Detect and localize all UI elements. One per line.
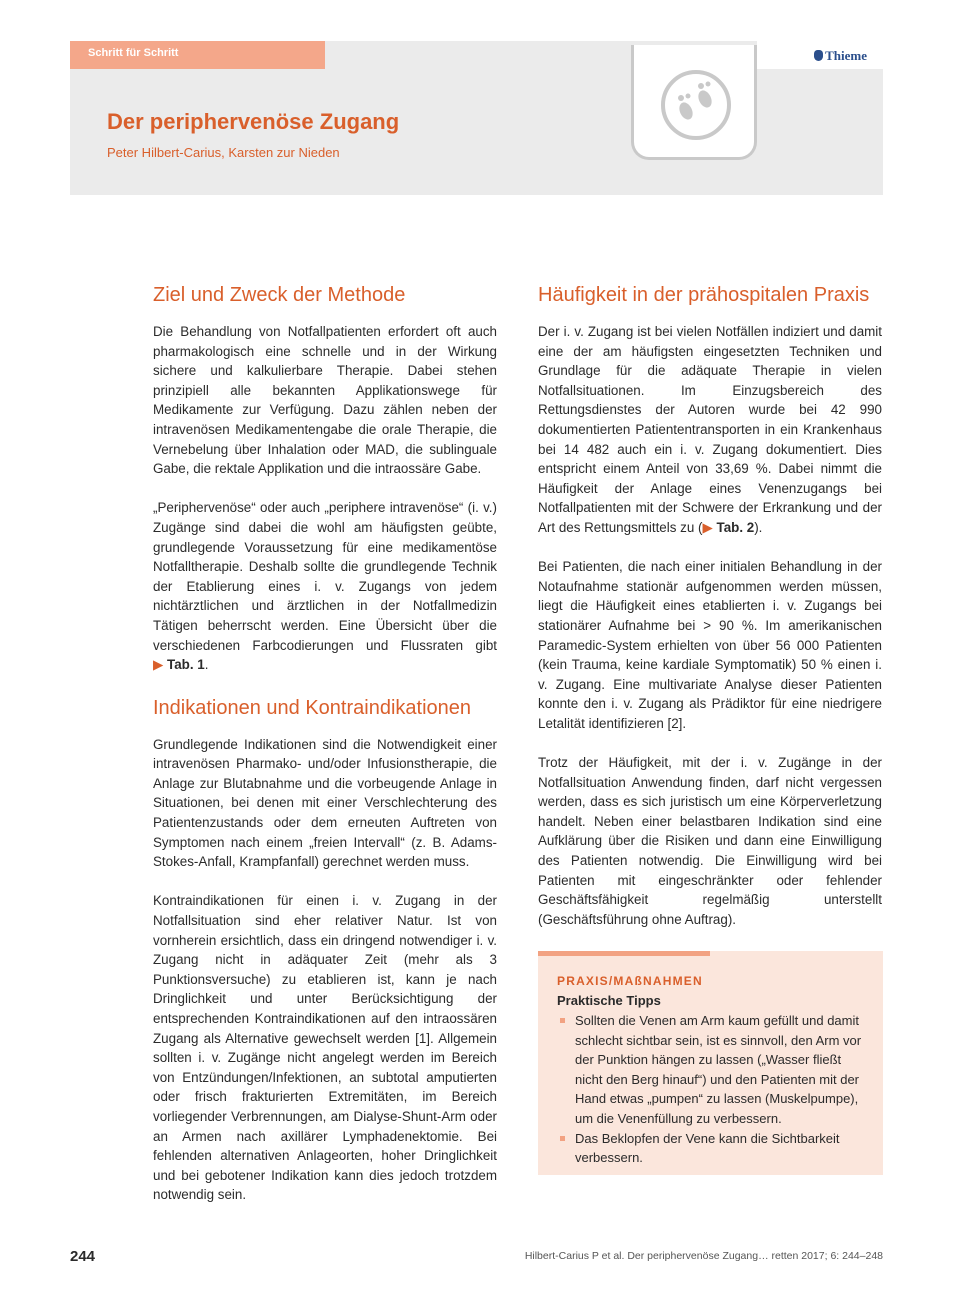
practice-box-bar [538,951,710,956]
article-authors: Peter Hilbert-Carius, Karsten zur Nieden [107,145,340,160]
right-column [538,282,882,949]
section-tab [70,41,325,69]
section-heading-frequency: Häufigkeit in der prähospitalen Praxis [538,284,870,306]
footprints-icon [660,69,732,141]
paragraph-legal: Trotz der Häufigkeit, mit der i. v. Zugänge in der Notfallsituation Anwendung finden, darf nicht vergessen werden, dass es sich juristisch um eine Körperverletzung handelt. Neben einer belastbaren Indikation sind eine Aufklärung über die Risiken und dann eine Einwilligung des Patienten notwendig. Die Einwilligung wird bei Patienten mit eingeschränkter oder fehlender Geschäftsfähigkeit regelmäßig unterstellt (Geschäftsführung ohne Auftrag). [538,755,882,927]
list-item-text: Sollten die Venen am Arm kaum gefüllt und damit schlecht sichtbar sein, ist es sinnvoll, den Arm vor der Punktion hängen zu lassen („Wasser fließt nicht den Berg hinauf“) und den Patienten mit der Hand etwas „pumpen“ zu lassen (Muskelpumpe), um die Venenfüllung zu verbessern. [575,1013,862,1126]
rubric-logo-box [631,45,757,160]
arrow-right-icon: ▶ [702,519,713,535]
practice-box-kicker: PRAXIS/MAßNAHMEN [557,974,703,988]
paragraph-indications: Grundlegende Indikationen sind die Notwendigkeit einer intravenösen Pharmako- und/oder Infusionstherapie, die Anlage zur Blutabnahme und die vorbeugende Anlage in Situationen, bei denen mit einer Verschlechterung des Patientenzustands oder dem erneuten Auftreten von Symptomen nach einem „freien Intervall“ (z. B. Adams-Stokes-Anfall, Krampfanfall) gerechnet werden muss. [153,736,497,870]
list-item [557,1011,869,1129]
arrow-right-icon: ▶ [153,657,164,673]
list-item-text: Das Beklopfen der Vene kann die Sichtbarkeit verbessern. [575,1130,840,1166]
list-item [557,1129,869,1168]
table-ref-link[interactable]: Tab. 2 [716,519,755,535]
paragraph-frequency-text: Der i. v. Zugang ist bei vielen Notfällen indiziert und damit eine der am häufigsten eingesetzten Techniken und Grundlage für die adäquate Therapie in vielen Notfallsituationen. Im Einzugsbereich des Rettungsdienstes der Autoren wurde bei 42 990 dokumentierten Patiententransporten in ein Krankenhaus bei 14 482 auch ein i. v. Zugang dokumentiert. Dies entspricht einem Anteil von 33,69 %. Dabei nimmt die Häufigkeit der Anlage eines Venenzugangs bei Notfallpatienten mit der Schwere der Erkrankung und der Art des Rettungsmittels zu ( [538,324,882,535]
paragraph-frequency-end: ). [754,519,763,535]
section-heading-goal: Ziel und Zweck der Methode [153,284,406,306]
publisher-logo [814,48,867,64]
table-ref-link[interactable]: Tab. 1 [167,657,205,673]
footer-citation: Hilbert-Carius P et al. Der periphervenöse Zugang… retten 2017; 6: 244–248 [524,1250,883,1262]
section-heading-indications: Indikationen und Kontraindikationen [153,696,472,719]
paragraph-frequency [538,322,882,538]
square-bullet-icon [560,1136,565,1141]
publisher-name: Thieme [825,48,867,63]
paragraph-goal: Die Behandlung von Notfallpatienten erfordert oft auch pharmakologisch eine schnelle und in der Wirkung sichere und kalkulierbare Therapie. Dabei stehen prinzipiell alle bekannten Applikationswege für Medikamente zur Verfügung. Dazu zählen neben der intravenösen Medikamentengabe die orale Therapie, die Vernebelung über Inhalation oder MAD, die sublinguale Gabe, die rektale Applikation und die intraossäre Gabe. [153,324,497,477]
section-label: Schritt für Schritt [88,47,179,59]
thieme-logo-icon [814,50,823,61]
paragraph-contraindications: Kontraindikationen für einen i. v. Zugang in der Notfallsituation sind eher relativer Natur. Ist von vornherein ersichtlich, dass ein dringend notwendiger i. v. Zugang nicht in adäquater Zeit (mehr als 3 Punktionsversuche) zu etablieren ist, kann je nach Dringlichkeit und unter Berücksichtigung der entsprechenden Kontraindikationen auf den intraossären Zugang als Alternative gewechselt werden [1]. Allgemein sollten i. v. Zugänge nicht angelegt werden im Bereich von Entzündungen/Infektionen, an subtotal amputierten oder frisch frakturierten Extremitäten, im Bereich vorliegender Verbrennungen, am Dialyse-Shunt-Arm oder an Armen nach axillärer Lymphadenektomie. Bei fehlenden alternativen Anlageorten, hoher Dringlichkeit und bei gebotener Indikation kann dies jedoch trotzdem notwendig sein. [153,893,497,1203]
article-title: Der periphervenöse Zugang [107,109,400,134]
practice-box-heading: Praktische Tipps [557,993,661,1008]
paragraph-hospital: Bei Patienten, die nach einer initialen Behandlung in der Notaufnahme stationär aufgenommen werden müssen, liegt die Häufigkeit eines etablierten i. v. Zugangs bei stationärer Aufnahme bei > 90 %. Im amerikanischen Paramedic-System erhielten von über 56 000 Patienten (kein Trauma, keine kardiale Symptomatik) 50 % einen i. v. Zugang. Eine multivariate Analyse dieser Patienten konnte den i. v. Zugang als Prädiktor für eine niedrigere Letalität identifizieren [2]. [538,559,882,731]
page-number: 244 [70,1248,96,1265]
practice-tips-list [557,1011,869,1168]
left-column [153,282,497,1225]
paragraph-pvz [153,498,497,674]
practice-box [538,951,883,1175]
paragraph-pvz-text: „Periphervenöse“ oder auch „periphere intravenöse“ (i. v.) Zugänge sind dabei die wohl am häufigsten geübte, grundlegende Voraussetzung für eine medikamentöse Notfalltherapie. Deshalb sollte die grundlegende Technik der Etablierung eines i. v. Zugangs von jedem nichtärztlichen und ärztlichen in der Notfallmedizin Tätigen beherrscht werden. Eine Übersicht über die verschiedenen Farbcodierungen und Flussraten gibt [153,500,497,653]
square-bullet-icon [560,1018,565,1023]
publisher-strip [757,41,883,69]
paragraph-pvz-end: . [204,657,209,673]
